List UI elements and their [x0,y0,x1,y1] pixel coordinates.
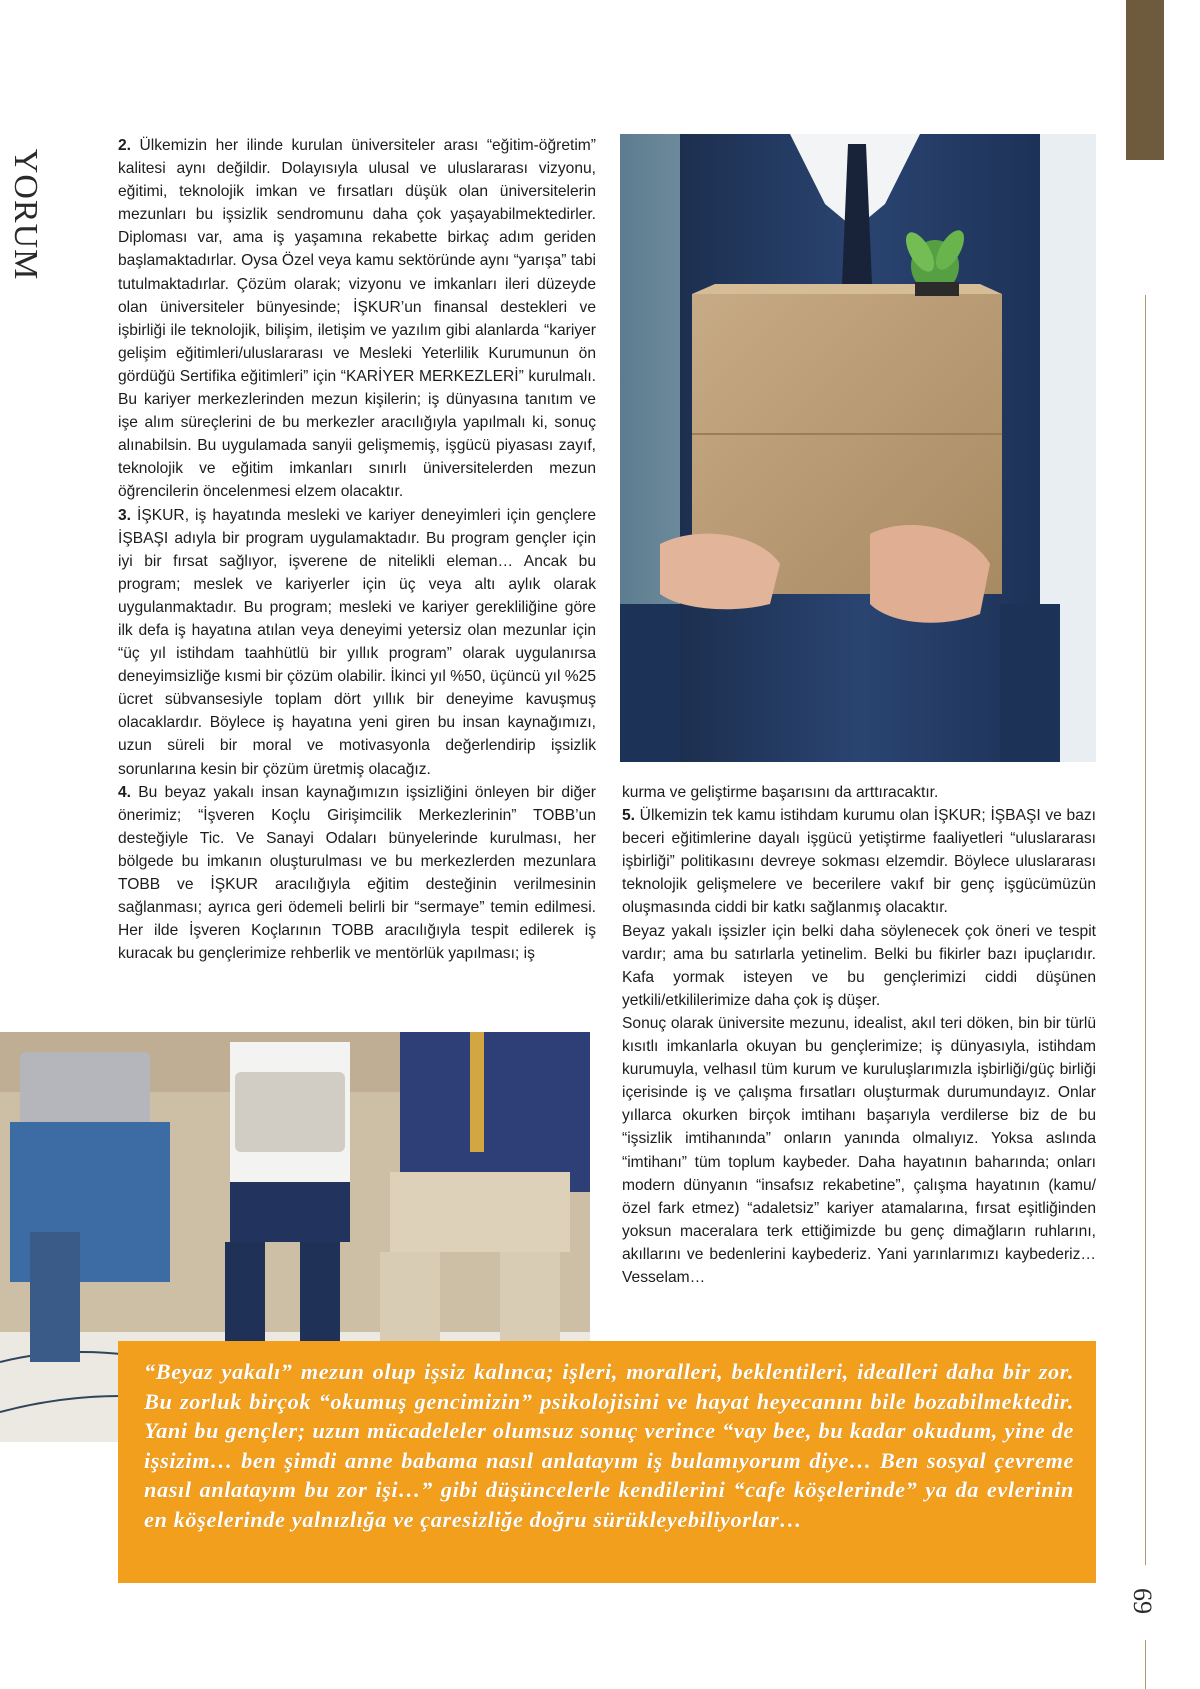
photo-man-with-box-art [620,134,1096,762]
paragraph-6: Beyaz yakalı işsizler için belki daha söylenecek çok öneri ve tespit vardır; ama bu satırlarla yetinelim. Belki bu fikirler bazı ipuçlarıdır. Kafa yormak isteyen ve bu gençlerimizi ciddi düşünen yetkili/etkililerimize daha çok iş düşer. [622,922,1096,1009]
section-tab-rule-bottom [1145,1640,1146,1689]
section-title: YORUM [7,148,44,281]
paragraph-number: 4. [118,783,132,801]
page-number-text: 69 [1128,1588,1157,1614]
paragraph-3 [118,504,596,781]
paragraph-5 [622,804,1096,919]
paragraph-number: 2. [118,137,132,154]
paragraph-2 [118,134,596,504]
right-column [622,781,1096,1289]
paragraph-4-continued: kurma ve geliştirme başarısını da arttıracaktır. [622,784,939,801]
brand-logo [2,30,52,290]
paragraph-text: İŞKUR, iş hayatında mesleki ve kariyer deneyimleri için gençlere İŞBAŞI adıyla bir program uygulamaktadır. Bu program gençler için iyi bir fırsat sağlıyor, işverene de nitelikli eleman… Ancak bu program; meslek ve kariyerler için üç veya altı aylık olarak uygulanmaktadır. Bu program; mesleki ve kariyer gerekliliğine göre ilk defa iş hayatına atılan veya deneyimi yetersiz olan mezunlar için “üç yıl istihdam taahhütlü bir yıllık program” olarak uygulanırsa deneyimsizliğe kısmi bir çözüm olabilir. İkinci yıl %50, üçüncü yıl %25 ücret sübvansesiyle toplam dört yıllık bir deneyime kavuşmuş olacaklardır. Böylece iş hayatına yeni giren bu insan kaynağımızı, uzun süreli bir moral ve motivasyonla değerlendirip işsizlik sorunlarına kesin bir çözüm üretmiş olacağız. [118,506,596,778]
photo-man-with-box [620,134,1096,762]
section-tab-rule [1145,295,1146,1565]
brand-name: BOSS [6,39,48,141]
paragraph-7: Sonuç olarak üniversite mezunu, idealist, akıl teri döken, bin bir türlü kısıtlı imkanlarla okuyan bu gençlerimize; iş dünyasıyla, istihdam kurumuyla, velhasıl tüm kurum ve kuruluşlarımızla işbirliği/güç birliği içerisinde iş ve çalışma fırsatları oluşturmak durumundayız. Onlar yıllarca okurken birçok imtihanı başarıyla verdilerse biz de bu “işsizlik imtihanında” onların yanında olmalıyız. Yoksa aslında “imtihanı” tüm toplum kaybeder. Daha hayatının baharında; onları modern dünyanın “insafsız rekabetine”, çalışma hayatının (kamu/özel fark etmez) “adaletsiz” kariyer atamalarına, fırsat eşitliğinden yoksun maceralara terk ettiğimizde bu genç dimağların ruhlarını, akıllarını ve bedenlerini kaybederiz. Yani yarınlarımızı kaybederiz… Vesselam… [622,1014,1096,1286]
pull-quote-text: “Beyaz yakalı” mezun olup işsiz kalınca; işleri, moralleri, beklentileri, idealleri daha bir zor. Bu zorluk birçok “okumuş gencimizin” psikolojisini ve hayat heyecanını bile bozabilmektedir. Yani bu gençler; uzun mücadeleler olumsuz sonuç verince “vay bee, bu kadar okudum, yine de işsizim… ben şimdi anne babama nasıl anlatayım iş bulamıyorum diye… Ben sosyal çevreme nasıl anlatayım bu zor işi…” gibi düşüncelerle kendilerini “cafe köşelerinde” ya da evlerinin en köşelerinde yalnızlığa ve çaresizliğe doğru sürükleyebiliyorlar… [144,1359,1074,1532]
paragraph-text: Bu beyaz yakalı insan kaynağımızın işsizliğini önleyen bir diğer önerimiz; “İşveren Koçlu Girişimcilik Merkezlerinin” TOBB’un desteğiyle Tic. Ve Sanayi Odaları bünyelerinde kurulması, her bölgede bu imkanın oluşturulması ve bu merkezlerden mezunlara TOBB ve İŞKUR aracılığıyla eğitim desteğinin verilmesinin sağlanması; ayrıca geri ödemeli belirli bir “sermaye” temin edilmesi. Her ilde İşveren Koçlarının TOBB aracılığıyla tespit edilerek iş kuracak bu gençlerimize rehberlik ve mentörlük yapılması; iş [118,783,596,963]
paragraph-text: Ülkemizin her ilinde kurulan üniversiteler arası “eğitim-öğretim” kalitesi aynı değildir. Dolayısıyla ulusal ve uluslararası vizyonu, eğitimi, teknolojik imkan ve fırsatları düşük olan üniversitelerin mezunları bu işsizlik sendromunu daha çok yaşayabilmektedirler. Diploması var, ama iş yaşamına rekabette birkaç adım geriden başlamaktadırlar. Oysa Özel veya kamu sektöründe aynı “yarışa” tabi tutulmaktadırlar. Çözüm olarak; vizyonu ve imkanları ileri düzeyde olan üniversiteler bünyesinde; İŞKUR’un finansal destekleri ve işbirliği ile teknolojik, bilişim, iletişim ve yazılım gibi alanlarda “kariyer gelişim eğitimleri/uluslararası ve Mesleki Yeterlilik Kurumunun ön gördüğü Sertifika eğitimleri” için “KARİYER MERKEZLERİ” kurulmalı. Bu kariyer merkezlerinden mezun kişilerin; iş dünyasına tanıtım ve işe alım süreçlerini de bu merkezler aracılığıyla yapılmalı ki, sonuç alınabilsin. Bu uygulamada sanyii gelişmemiş, işgücü piyasası zayıf, teknolojik ve eğitim imkanları sınırlı üniversitelerden mezun öğrencilerin öncelenmesi elzem olacaktır. [118,137,596,501]
section-tab-block [1126,0,1164,160]
paragraph-4 [118,781,596,966]
section-tab [1118,0,1200,1689]
page-number [1122,1578,1162,1624]
paragraph-number: 3. [118,506,132,524]
paragraph-text: Ülkemizin tek kamu istihdam kurumu olan İŞKUR; İŞBAŞI ve bazı beceri eğitimlerine dayalı işgücü yetiştirme faaliyetleri “uluslararası işbirliği” politikasını devreye sokması elzemdir. Böylece uluslararası teknolojik gelişmelere ve becerilere vakıf bir genç işgücümüzün oluşmasında ciddi bir katkı sağlanmış olacaktır. [622,807,1096,917]
left-column [118,134,596,965]
pull-quote-box [118,1341,1096,1583]
paragraph-number: 5. [622,807,636,825]
